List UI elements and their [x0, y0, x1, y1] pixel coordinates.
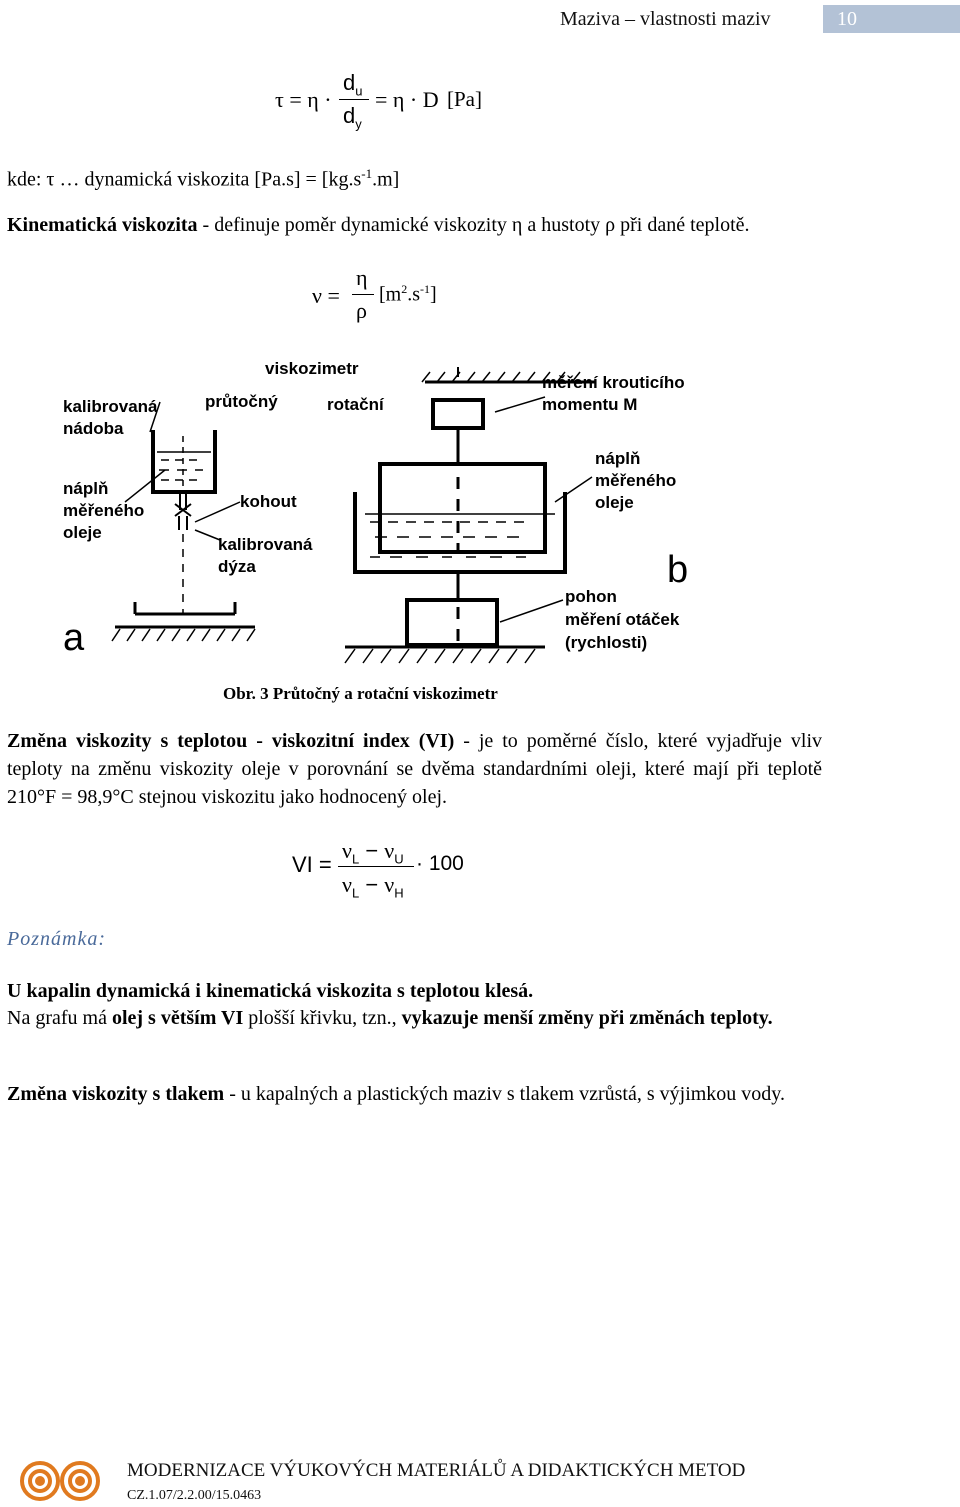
formula1-denominator: $d_y$ [343, 103, 362, 132]
page-number-badge: 10 [823, 5, 960, 33]
formula2-denominator: ρ [356, 298, 367, 323]
label-napln-a-3: oleje [63, 523, 102, 542]
formula-kinematic-viscosity [312, 265, 472, 335]
figure-caption: Obr. 3 Průtočný a rotační viskozimetr [223, 684, 498, 703]
note-label: Poznámka: [7, 928, 106, 950]
formula1-rhs: = η · D [375, 87, 439, 112]
label-viskozimetr: viskozimetr [265, 359, 359, 378]
kde-line: kde: τ … dynamická viskozita $[Pa.s] = [kg.s^{-1}.m]$ [7, 166, 400, 191]
fraction-bar [339, 99, 369, 100]
label-napln-b-3: oleje [595, 493, 634, 512]
label-prutocny: průtočný [205, 392, 278, 411]
formula3-denominator: $\nu_L - \nu_H$ [342, 872, 404, 901]
formula1-numerator: $d_u$ [343, 70, 363, 99]
fraction-bar [352, 294, 374, 295]
note-line-1: U kapalin dynamická i kinematická viskozita s teplotou klesá. [7, 980, 534, 1002]
formula3-numerator: $\nu_L - \nu_U$ [342, 838, 404, 867]
label-b: b [667, 549, 689, 591]
label-napln-b-1: náplň [595, 449, 641, 468]
label-napln-b-2: měřeného [595, 471, 677, 490]
label-pohon-2: měření otáček [565, 610, 680, 629]
formula2-lhs: ν = [312, 283, 340, 308]
label-a: a [63, 617, 85, 659]
running-header-title: Maziva – vlastnosti maziv [560, 8, 771, 30]
label-dyza-1: kalibrovaná [218, 535, 313, 554]
formula3-lhs: VI = [292, 852, 332, 877]
pressure-paragraph: Změna viskozity s tlakem - u kapalných a plastických maziv s tlakem vzrůstá, s výjimkou vody. [7, 1083, 786, 1105]
formula1-unit: [Pa] [447, 87, 482, 111]
label-rotacni: rotační [327, 395, 384, 414]
label-mereni-2: momentu M [542, 395, 638, 414]
footer-logo-icon [18, 1458, 104, 1504]
flow-viscometer-drawing [112, 402, 255, 641]
formula2-unit: $[m^2.s^{-1}]$ [379, 282, 437, 306]
label-napln-a-1: náplň [63, 479, 109, 498]
label-pohon-3: (rychlosti) [565, 633, 648, 652]
footer-title: MODERNIZACE VÝUKOVÝCH MATERIÁLŮ A DIDAKTICKÝCH METOD [127, 1460, 746, 1481]
viscosity-index-paragraph: Změna viskozity s teplotou - viskozitní index (VI) - je to poměrné číslo, které vyjadřuje vliv teploty na změnu viskozity oleje v porovnání se dvěma standardními oleji, které mají při teplotě 210°F = 98,9°C stejnou viskozitu jako hodnocený olej. [7, 730, 822, 808]
viscometer-figure [55, 352, 707, 682]
footer-project-code: CZ.1.07/2.2.00/15.0463 [127, 1488, 262, 1503]
formula-viscosity-index [292, 838, 482, 908]
label-kalibrovana-nadoba-1: kalibrovaná [63, 397, 158, 416]
label-mereni-1: měření krouticího [542, 373, 685, 392]
formula1-lhs: τ = η · [275, 87, 332, 112]
note-paragraph-2: Na grafu má olej s větším VI plošší křivku, tzn., vykazuje menší změny při změnách teploty. [7, 1007, 773, 1029]
label-napln-a-2: měřeného [63, 501, 145, 520]
label-pohon-1: pohon [565, 587, 617, 606]
fraction-bar [338, 866, 414, 867]
label-kohout: kohout [240, 492, 297, 511]
label-dyza-2: dýza [218, 557, 256, 576]
label-kalibrovana-nadoba-2: nádoba [63, 419, 124, 438]
formula2-numerator: η [356, 265, 368, 290]
formula3-rhs: · 100 [416, 852, 464, 875]
kinematic-viscosity-paragraph: Kinematická viskozita - definuje poměr dynamické viskozity η a hustoty ρ při dané teplotě. [7, 214, 750, 236]
formula-dynamic-viscosity [275, 70, 515, 140]
